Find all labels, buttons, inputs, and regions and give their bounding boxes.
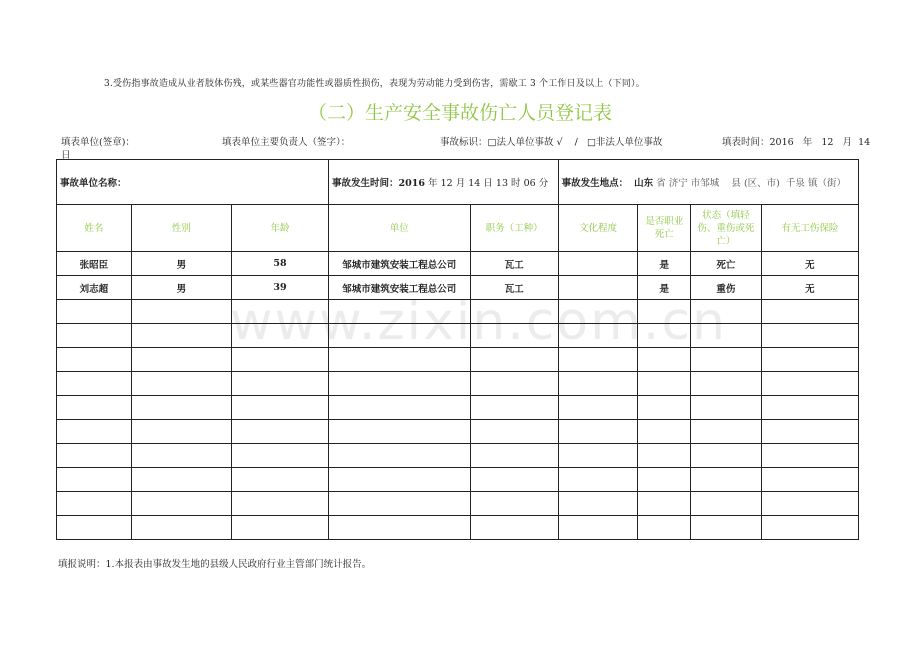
empty-cell[interactable]: [231, 372, 328, 396]
option-separator: /: [574, 137, 578, 148]
empty-cell[interactable]: [638, 492, 691, 516]
cell-occupational-death[interactable]: 是: [638, 252, 691, 276]
non-legal-unit-option[interactable]: □非法人单位事故: [586, 137, 663, 148]
empty-cell[interactable]: [329, 372, 471, 396]
empty-table-row: [57, 444, 859, 468]
empty-cell[interactable]: [761, 468, 858, 492]
empty-cell[interactable]: [470, 516, 558, 540]
cell-insurance[interactable]: 无: [761, 252, 858, 276]
table-row: [57, 276, 859, 300]
empty-cell[interactable]: [638, 516, 691, 540]
empty-cell[interactable]: [691, 348, 762, 372]
empty-cell[interactable]: [57, 420, 132, 444]
empty-cell[interactable]: [470, 444, 558, 468]
empty-cell[interactable]: [131, 444, 231, 468]
fill-year-unit: 年: [802, 137, 813, 148]
fill-time: [722, 134, 870, 148]
empty-cell[interactable]: [329, 396, 471, 420]
empty-cell[interactable]: [558, 420, 638, 444]
empty-cell[interactable]: [761, 348, 858, 372]
empty-table-row: [57, 348, 859, 372]
empty-cell[interactable]: [761, 420, 858, 444]
empty-cell[interactable]: [131, 396, 231, 420]
empty-cell[interactable]: [231, 492, 328, 516]
empty-cell[interactable]: [558, 348, 638, 372]
empty-cell[interactable]: [57, 324, 132, 348]
empty-cell[interactable]: [470, 348, 558, 372]
fill-year: 2016: [769, 137, 794, 148]
empty-cell[interactable]: [638, 396, 691, 420]
empty-cell[interactable]: [57, 396, 132, 420]
empty-cell[interactable]: [691, 300, 762, 324]
accident-year-unit: 年: [428, 178, 438, 189]
empty-cell[interactable]: [57, 348, 132, 372]
accident-day-unit: 日: [483, 178, 493, 189]
empty-cell[interactable]: [761, 324, 858, 348]
empty-cell[interactable]: [231, 300, 328, 324]
empty-cell[interactable]: [329, 444, 471, 468]
col-header-name: 姓名: [57, 205, 132, 252]
fill-time-label: 填表时间：: [722, 137, 770, 148]
cell-education[interactable]: [558, 276, 638, 300]
empty-table-row: [57, 516, 859, 540]
accident-place-label: 事故发生地点：: [561, 178, 629, 189]
place-city: 济宁: [668, 178, 688, 189]
empty-cell[interactable]: [761, 396, 858, 420]
empty-cell[interactable]: [558, 372, 638, 396]
watermark: www.zixin.com.cn: [230, 292, 727, 352]
empty-cell[interactable]: [131, 372, 231, 396]
empty-cell[interactable]: [131, 468, 231, 492]
accident-month-unit: 月: [455, 178, 466, 189]
empty-cell[interactable]: [761, 372, 858, 396]
empty-cell[interactable]: [691, 492, 762, 516]
empty-cell[interactable]: [57, 372, 132, 396]
col-header-job: 职务（工种）: [470, 205, 558, 252]
place-province: 山东: [634, 178, 654, 189]
empty-cell[interactable]: [691, 468, 762, 492]
empty-cell[interactable]: [470, 396, 558, 420]
empty-cell[interactable]: [131, 300, 231, 324]
legal-unit-option[interactable]: □法人单位事故 √: [487, 137, 563, 148]
empty-cell[interactable]: [558, 468, 638, 492]
accident-time-cell[interactable]: [329, 160, 559, 205]
empty-cell[interactable]: [638, 372, 691, 396]
fill-month-unit: 月: [842, 137, 853, 148]
table-row: [57, 252, 859, 276]
empty-cell[interactable]: [329, 468, 471, 492]
place-county-unit: 县: [731, 178, 741, 189]
empty-cell[interactable]: [638, 348, 691, 372]
accident-hour-unit: 时: [511, 178, 521, 189]
accident-min: 06: [523, 178, 536, 189]
empty-cell[interactable]: [231, 348, 328, 372]
cell-name[interactable]: 刘志超: [57, 276, 132, 300]
cell-education[interactable]: [558, 252, 638, 276]
cell-status[interactable]: 死亡: [691, 252, 762, 276]
place-county: 邹城: [700, 178, 720, 189]
empty-cell[interactable]: [470, 300, 558, 324]
empty-table-row: [57, 468, 859, 492]
empty-table-row: [57, 420, 859, 444]
footer-note: 填报说明：1.本报表由事故发生地的县级人民政府行业主管部门统计报告。: [58, 559, 372, 570]
empty-cell[interactable]: [57, 468, 132, 492]
empty-rows: [57, 300, 859, 540]
empty-cell[interactable]: [231, 516, 328, 540]
empty-cell[interactable]: [638, 324, 691, 348]
cell-occupational-death[interactable]: 是: [638, 276, 691, 300]
col-header-education: 文化程度: [558, 205, 638, 252]
empty-cell[interactable]: [231, 468, 328, 492]
accident-flag-label: 事故标识：: [440, 137, 488, 148]
cell-job[interactable]: 瓦工: [470, 252, 558, 276]
empty-cell[interactable]: [329, 348, 471, 372]
place-city-unit: 市: [690, 178, 701, 189]
cell-unit[interactable]: 邹城市建筑安装工程总公司: [329, 276, 471, 300]
empty-cell[interactable]: [558, 300, 638, 324]
cell-gender[interactable]: 男: [131, 252, 231, 276]
empty-cell[interactable]: [329, 492, 471, 516]
empty-table-row: [57, 300, 859, 324]
empty-cell[interactable]: [329, 420, 471, 444]
col-header-insurance: 有无工伤保险: [761, 205, 858, 252]
place-county-note: (区、市): [743, 178, 780, 189]
accident-day: 14: [468, 178, 481, 189]
cell-name[interactable]: 张昭臣: [57, 252, 132, 276]
empty-cell[interactable]: [558, 444, 638, 468]
header-row: [57, 205, 859, 252]
place-town-unit: 镇: [807, 178, 818, 189]
empty-cell[interactable]: [231, 324, 328, 348]
empty-cell[interactable]: [329, 324, 471, 348]
empty-cell[interactable]: [470, 420, 558, 444]
accident-hour: 13: [495, 178, 509, 189]
empty-cell[interactable]: [470, 372, 558, 396]
accident-flag: [440, 134, 662, 148]
empty-cell[interactable]: [131, 324, 231, 348]
empty-cell[interactable]: [57, 444, 132, 468]
place-town: 千泉: [785, 178, 805, 189]
empty-cell[interactable]: [131, 348, 231, 372]
fill-month: 12: [821, 137, 834, 148]
empty-cell[interactable]: [638, 468, 691, 492]
empty-cell[interactable]: [691, 516, 762, 540]
col-header-occupational-death: 是否职业死亡: [638, 205, 691, 252]
empty-cell[interactable]: [761, 300, 858, 324]
empty-table-row: [57, 396, 859, 420]
fill-day: 14: [858, 137, 871, 148]
empty-cell[interactable]: [470, 492, 558, 516]
empty-table-row: [57, 372, 859, 396]
empty-cell[interactable]: [638, 420, 691, 444]
empty-cell[interactable]: [558, 396, 638, 420]
empty-table-row: [57, 492, 859, 516]
col-header-status: 状态（填轻伤、重伤或死亡）: [691, 205, 762, 252]
accident-min-unit: 分: [538, 178, 549, 189]
injury-definition-note: 3.受伤指事故造成从业者肢体伤残，或某些器官功能性或器质性损伤，表现为劳动能力受到伤害，需歇工 3 个工作日及以上（下同）。: [104, 79, 645, 89]
empty-cell[interactable]: [558, 324, 638, 348]
empty-cell[interactable]: [691, 372, 762, 396]
accident-place-cell[interactable]: [558, 160, 858, 205]
empty-cell[interactable]: [231, 444, 328, 468]
empty-cell[interactable]: [691, 396, 762, 420]
empty-cell[interactable]: [691, 420, 762, 444]
accident-year: 2016: [398, 178, 425, 189]
unit-name-label: 事故单位名称：: [60, 178, 127, 189]
fill-unit-label: 填表单位(签章)：: [61, 137, 135, 148]
place-town-note: （街）: [817, 178, 846, 189]
empty-cell[interactable]: [558, 492, 638, 516]
place-province-unit: 省: [656, 178, 666, 189]
empty-cell[interactable]: [761, 516, 858, 540]
empty-table-row: [57, 324, 859, 348]
empty-cell[interactable]: [231, 396, 328, 420]
cell-age[interactable]: 39: [231, 276, 328, 300]
summary-row: [57, 160, 859, 205]
col-header-gender: 性别: [131, 205, 231, 252]
empty-cell[interactable]: [131, 516, 231, 540]
empty-cell[interactable]: [470, 468, 558, 492]
empty-cell[interactable]: [558, 516, 638, 540]
cell-age[interactable]: 58: [231, 252, 328, 276]
empty-cell[interactable]: [131, 420, 231, 444]
empty-cell[interactable]: [57, 492, 132, 516]
empty-cell[interactable]: [691, 444, 762, 468]
empty-cell[interactable]: [329, 300, 471, 324]
empty-cell[interactable]: [57, 516, 132, 540]
cell-insurance[interactable]: 无: [761, 276, 858, 300]
empty-cell[interactable]: [691, 324, 762, 348]
empty-cell[interactable]: [231, 420, 328, 444]
casualty-table: [56, 159, 859, 540]
cell-gender[interactable]: 男: [131, 276, 231, 300]
empty-cell[interactable]: [329, 516, 471, 540]
empty-cell[interactable]: [761, 444, 858, 468]
empty-cell[interactable]: [57, 300, 132, 324]
cell-status[interactable]: 重伤: [691, 276, 762, 300]
empty-cell[interactable]: [470, 324, 558, 348]
empty-cell[interactable]: [131, 492, 231, 516]
empty-cell[interactable]: [761, 492, 858, 516]
col-header-age: 年龄: [231, 205, 328, 252]
empty-cell[interactable]: [638, 444, 691, 468]
accident-month: 12: [440, 178, 453, 189]
empty-cell[interactable]: [638, 300, 691, 324]
fill-day-unit: 日: [61, 150, 71, 161]
page-title: （二）生产安全事故伤亡人员登记表: [307, 102, 612, 124]
cell-unit[interactable]: 邹城市建筑安装工程总公司: [329, 252, 471, 276]
col-header-unit: 单位: [329, 205, 471, 252]
cell-job[interactable]: 瓦工: [470, 276, 558, 300]
fill-principal-label: 填表单位主要负责人（签字）：: [222, 137, 351, 148]
unit-name-cell[interactable]: [57, 160, 329, 205]
accident-time-label: 事故发生时间：: [332, 178, 399, 189]
